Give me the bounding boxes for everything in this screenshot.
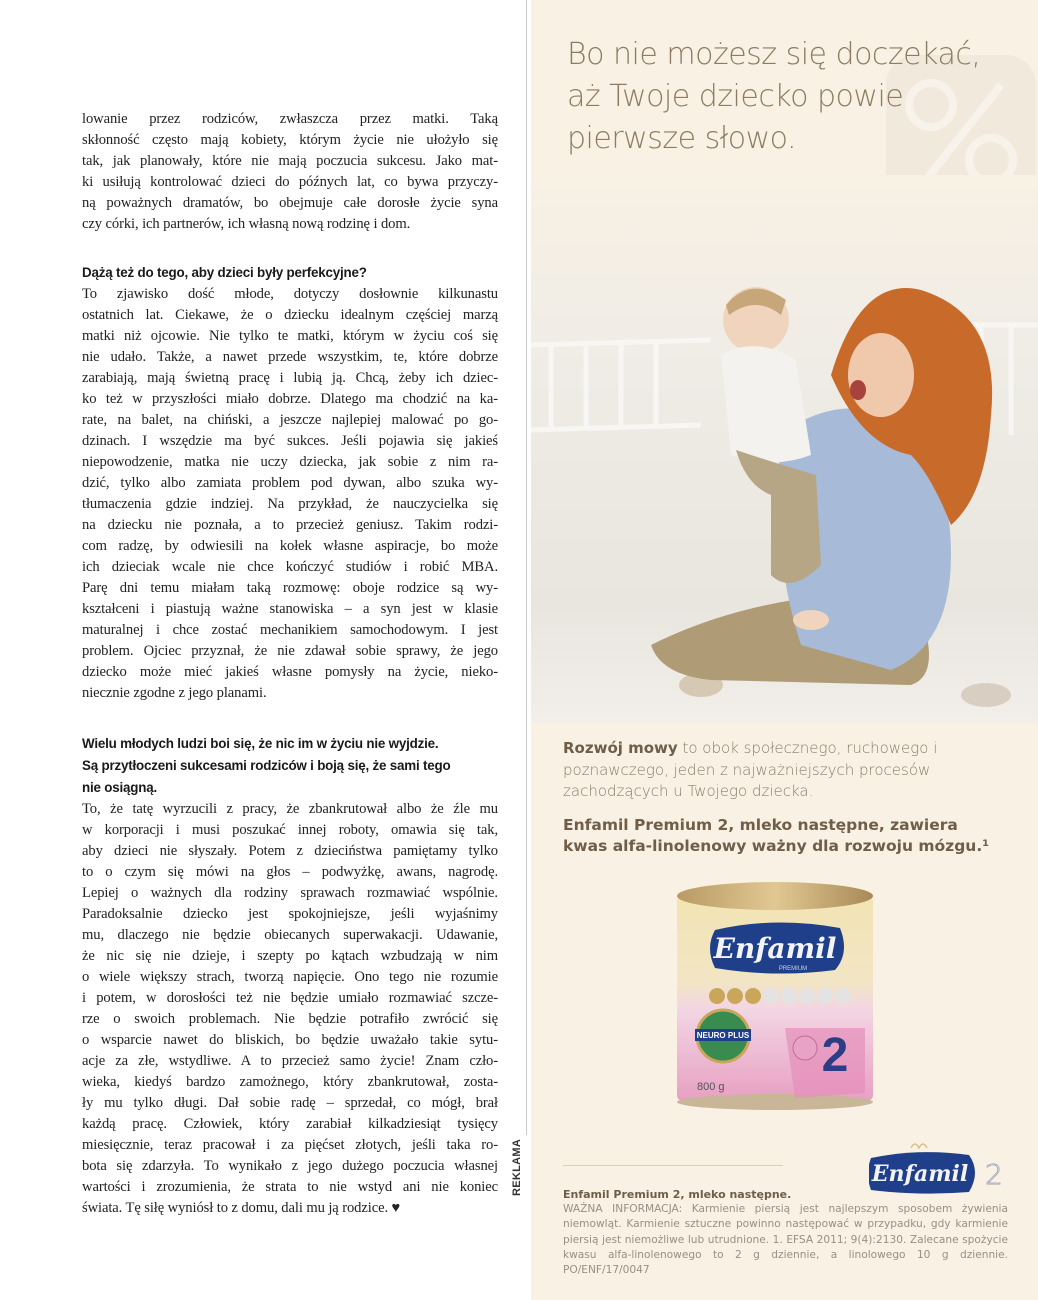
text-line: świata. Tę siłę wyniósł to z domu, dali mu ją rodzice. ♥: [82, 1200, 401, 1216]
text-line: Parę dni temu miałam taką rozmowę: oboje rodzice są wy-: [82, 580, 498, 596]
footer-title: Enfamil Premium 2, mleko następne.: [563, 1188, 792, 1201]
text-line: na dziecku nie poznała, a to przecież geniusz. Takim rodzi-: [82, 517, 498, 533]
text-line: ostatnich lat. Ciekawe, że o dziecku idealnym częściej marzą: [82, 307, 498, 323]
paragraph-3: [82, 799, 498, 1219]
text-line: maturalnej i chce zostać mechanikiem samochodowym. I jest: [82, 622, 498, 638]
enfamil-can-image: [675, 878, 875, 1113]
text-line: skłonność często mają kobiety, którym życie nie ułożyło się: [82, 132, 498, 148]
text-line: dzić, tylko albo zamiata problem pod dywan, albo szuka wy-: [82, 475, 498, 491]
text-line: że nic się nie dzieje, i szepty po kątach wzbudzają w nim: [82, 948, 498, 964]
text-line: o wsparcie nawet do bliskich, bo będzie uważało takie sytu-: [82, 1032, 498, 1048]
subheading-perfection: Dążą też do tego, aby dzieci były perfekcyjne?: [82, 265, 367, 280]
text-line: to o czym się mówi na głos – podwyżkę, awans, nagrodę.: [82, 864, 498, 880]
text-line: ko też w przyszłości miało dobrze. Dlatego ma chodzić na ka-: [82, 391, 498, 407]
subheading-young-people: [82, 733, 498, 799]
product-claim: Enfamil Premium 2, mleko następne, zawiera kwas alfa-linolenowy ważny dla rozwoju mózgu.¹: [563, 815, 990, 855]
article-column: [82, 109, 498, 1219]
text-line: Lepiej o ważnych dla rodziny sprawach rozmawiać wspólnie.: [82, 885, 498, 901]
advertisement-label: REKLAMA: [511, 1138, 523, 1196]
text-line: wieka, kiedyś bardzo zamożnego, który zbankrutował, zosta-: [82, 1074, 498, 1090]
text-line: tak, jak planowały, które nie mają poczucia sukcesu. Jako mat-: [82, 153, 498, 169]
text-line: zarabiają, mają świetną pracę i lubią ją. Chcą, żeby ich dziec-: [82, 370, 498, 386]
text-line: niecznie zgodne z jego planami.: [82, 685, 267, 701]
text-line: ki usiłują kontrolować dzieci do późnych lat, co bywa przyczy-: [82, 174, 498, 190]
text-line: rate, na balet, na chiński, a jeszcze najlepiej malować po go-: [82, 412, 498, 428]
subheading-line: Są przytłoczeni sukcesami rodziców i boją się, że sami tego: [82, 758, 451, 773]
copy-rest: to obok społecznego, ruchowego i poznawczego, jeden z najważniejszych procesów zachodzących u Twojego dziecka.: [563, 739, 938, 800]
mother-and-baby-photo: [531, 175, 1038, 723]
enfamil-advertisement: [531, 0, 1038, 1300]
text-line: aby dzieci nie słyszały. Potem z dzieciństwa pamiętamy tylko: [82, 843, 498, 859]
text-line: com radzę, by odwiesili na kołek własne aspiracje, bo może: [82, 538, 498, 554]
headline-line: pierwsze słowo.: [567, 121, 796, 156]
footer-legal-text: WAŻNA INFORMACJA: Karmienie piersią jest najlepszym sposobem żywienia niemowląt. Karmienie sztuczne powinno następować w przypadku, gdy karmienie piersią jest niemożliwe lub utrudnione. 1. EFSA 2011; 9(4):2130. Zalecane spożycie kwasu alfa-linolenowego to 2 g dziennie, a linolowego 10 g dziennie. PO/ENF/17/0047: [563, 1203, 1008, 1277]
text-line: ich dzieciak wcale nie chce kończyć studiów i robić MBA.: [82, 559, 498, 575]
can-brand-text: Enfamil: [713, 932, 837, 965]
text-line: o wiele większy strach, tworzą napięcie. Ono tego nie rozumie: [82, 969, 498, 985]
text-line: acje za złe, wstydliwe. A to przecież samo życie! Znam czło-: [82, 1053, 498, 1069]
headline-line: aż Twoje dziecko powie: [567, 79, 904, 114]
text-line: każdą pracę. Człowiek, który zarabiał kilkadziesiąt tysięcy: [82, 1116, 498, 1132]
text-line: czy córki, ich partnerów, ich własną nową rodzinę i dom.: [82, 216, 411, 232]
text-line: Paradoksalnie dziecko jest spokojniejsze, jeśli wyjaśnimy: [82, 906, 498, 922]
text-line: To, że tatę wyrzucili z pracy, że zbankrutował albo że źle mu: [82, 801, 498, 817]
text-line: dzinach. I wszędzie ma być sukces. Jeśli pojawia się jakieś: [82, 433, 498, 449]
text-line: bota się zdarzyła. To wynikało z jego dużego poczucia własnej: [82, 1158, 498, 1174]
text-line: w korporacji i musi poszukać innej roboty, omawia się tak,: [82, 822, 498, 838]
text-line: wartości i zrozumienia, że strata to nie wstyd ani nie koniec: [82, 1179, 498, 1195]
speech-development-text: [563, 738, 1003, 803]
text-line: ną poważnych dramatów, bo obejmuje całe dorosłe życie syna: [82, 195, 498, 211]
text-line: kształceni i piastują ważne stanowiska – a syn jest w klasie: [82, 601, 498, 617]
text-line: lowanie przez rodziców, zwłaszcza przez matki. Taką: [82, 111, 498, 127]
column-divider: [526, 0, 527, 1135]
text-line: ły mu tylko długi. Dał sobie radę – sprzedał, co mógł, brał: [82, 1095, 498, 1111]
neuro-plus-badge: NEURO PLUS: [696, 1031, 750, 1040]
subheading-line: Wielu młodych ludzi boi się, że nic im w życiu nie wyjdzie.: [82, 736, 439, 751]
text-line: rze o swoich problemach. Nie będzie potrafiło zwrócić się: [82, 1011, 498, 1027]
can-stage-number: 2: [821, 1029, 849, 1082]
text-line: niepowodzenie, matka nie uczy dziecka, jak sobie z nim ra-: [82, 454, 498, 470]
text-line: matki niż ojcowie. Nie tylko te matki, którym w życiu coś się: [82, 328, 498, 344]
text-line: nie udało. Także, a nawet przede wszystkim, te, które dobrze: [82, 349, 498, 365]
footer-separator: [563, 1165, 783, 1166]
text-line: To zjawisko dość młode, dotyczy dosłownie kilkunastu: [82, 286, 498, 302]
headline-line: Bo nie możesz się doczekać,: [567, 37, 981, 72]
paragraph-1: [82, 109, 498, 235]
text-line: problem. Ojciec przyznał, że nie zdawał sobie sprawy, że jego: [82, 643, 498, 659]
text-line: tłumaczenia gdzie indziej. Na przykład, że nauczycielka się: [82, 496, 498, 512]
paragraph-2: [82, 284, 498, 704]
can-weight: 800 g: [697, 1081, 725, 1093]
text-line: i potem, w dorosłości też nie będzie umiało rozmawiać szcze-: [82, 990, 498, 1006]
logo-stage-number: 2: [985, 1158, 1003, 1191]
can-sub-text: PREMIUM: [778, 966, 808, 972]
legal-footer: [563, 1187, 1008, 1278]
text-line: dziecko może mieć jakieś własne pomysły na życie, nieko-: [82, 664, 498, 680]
copy-bold: Rozwój mowy: [563, 739, 678, 757]
ad-body-copy: [563, 738, 1003, 858]
ad-headline: [567, 34, 980, 160]
text-line: mu, dlaczego nie będzie obiecanych superwakacji. Udawanie,: [82, 927, 498, 943]
text-line: miesięcznie, teraz pracował i za pięćset złotych, jeśli taka ro-: [82, 1137, 498, 1153]
logo-brand-text: Enfamil: [871, 1161, 969, 1187]
subheading-line: nie osiągną.: [82, 780, 157, 795]
